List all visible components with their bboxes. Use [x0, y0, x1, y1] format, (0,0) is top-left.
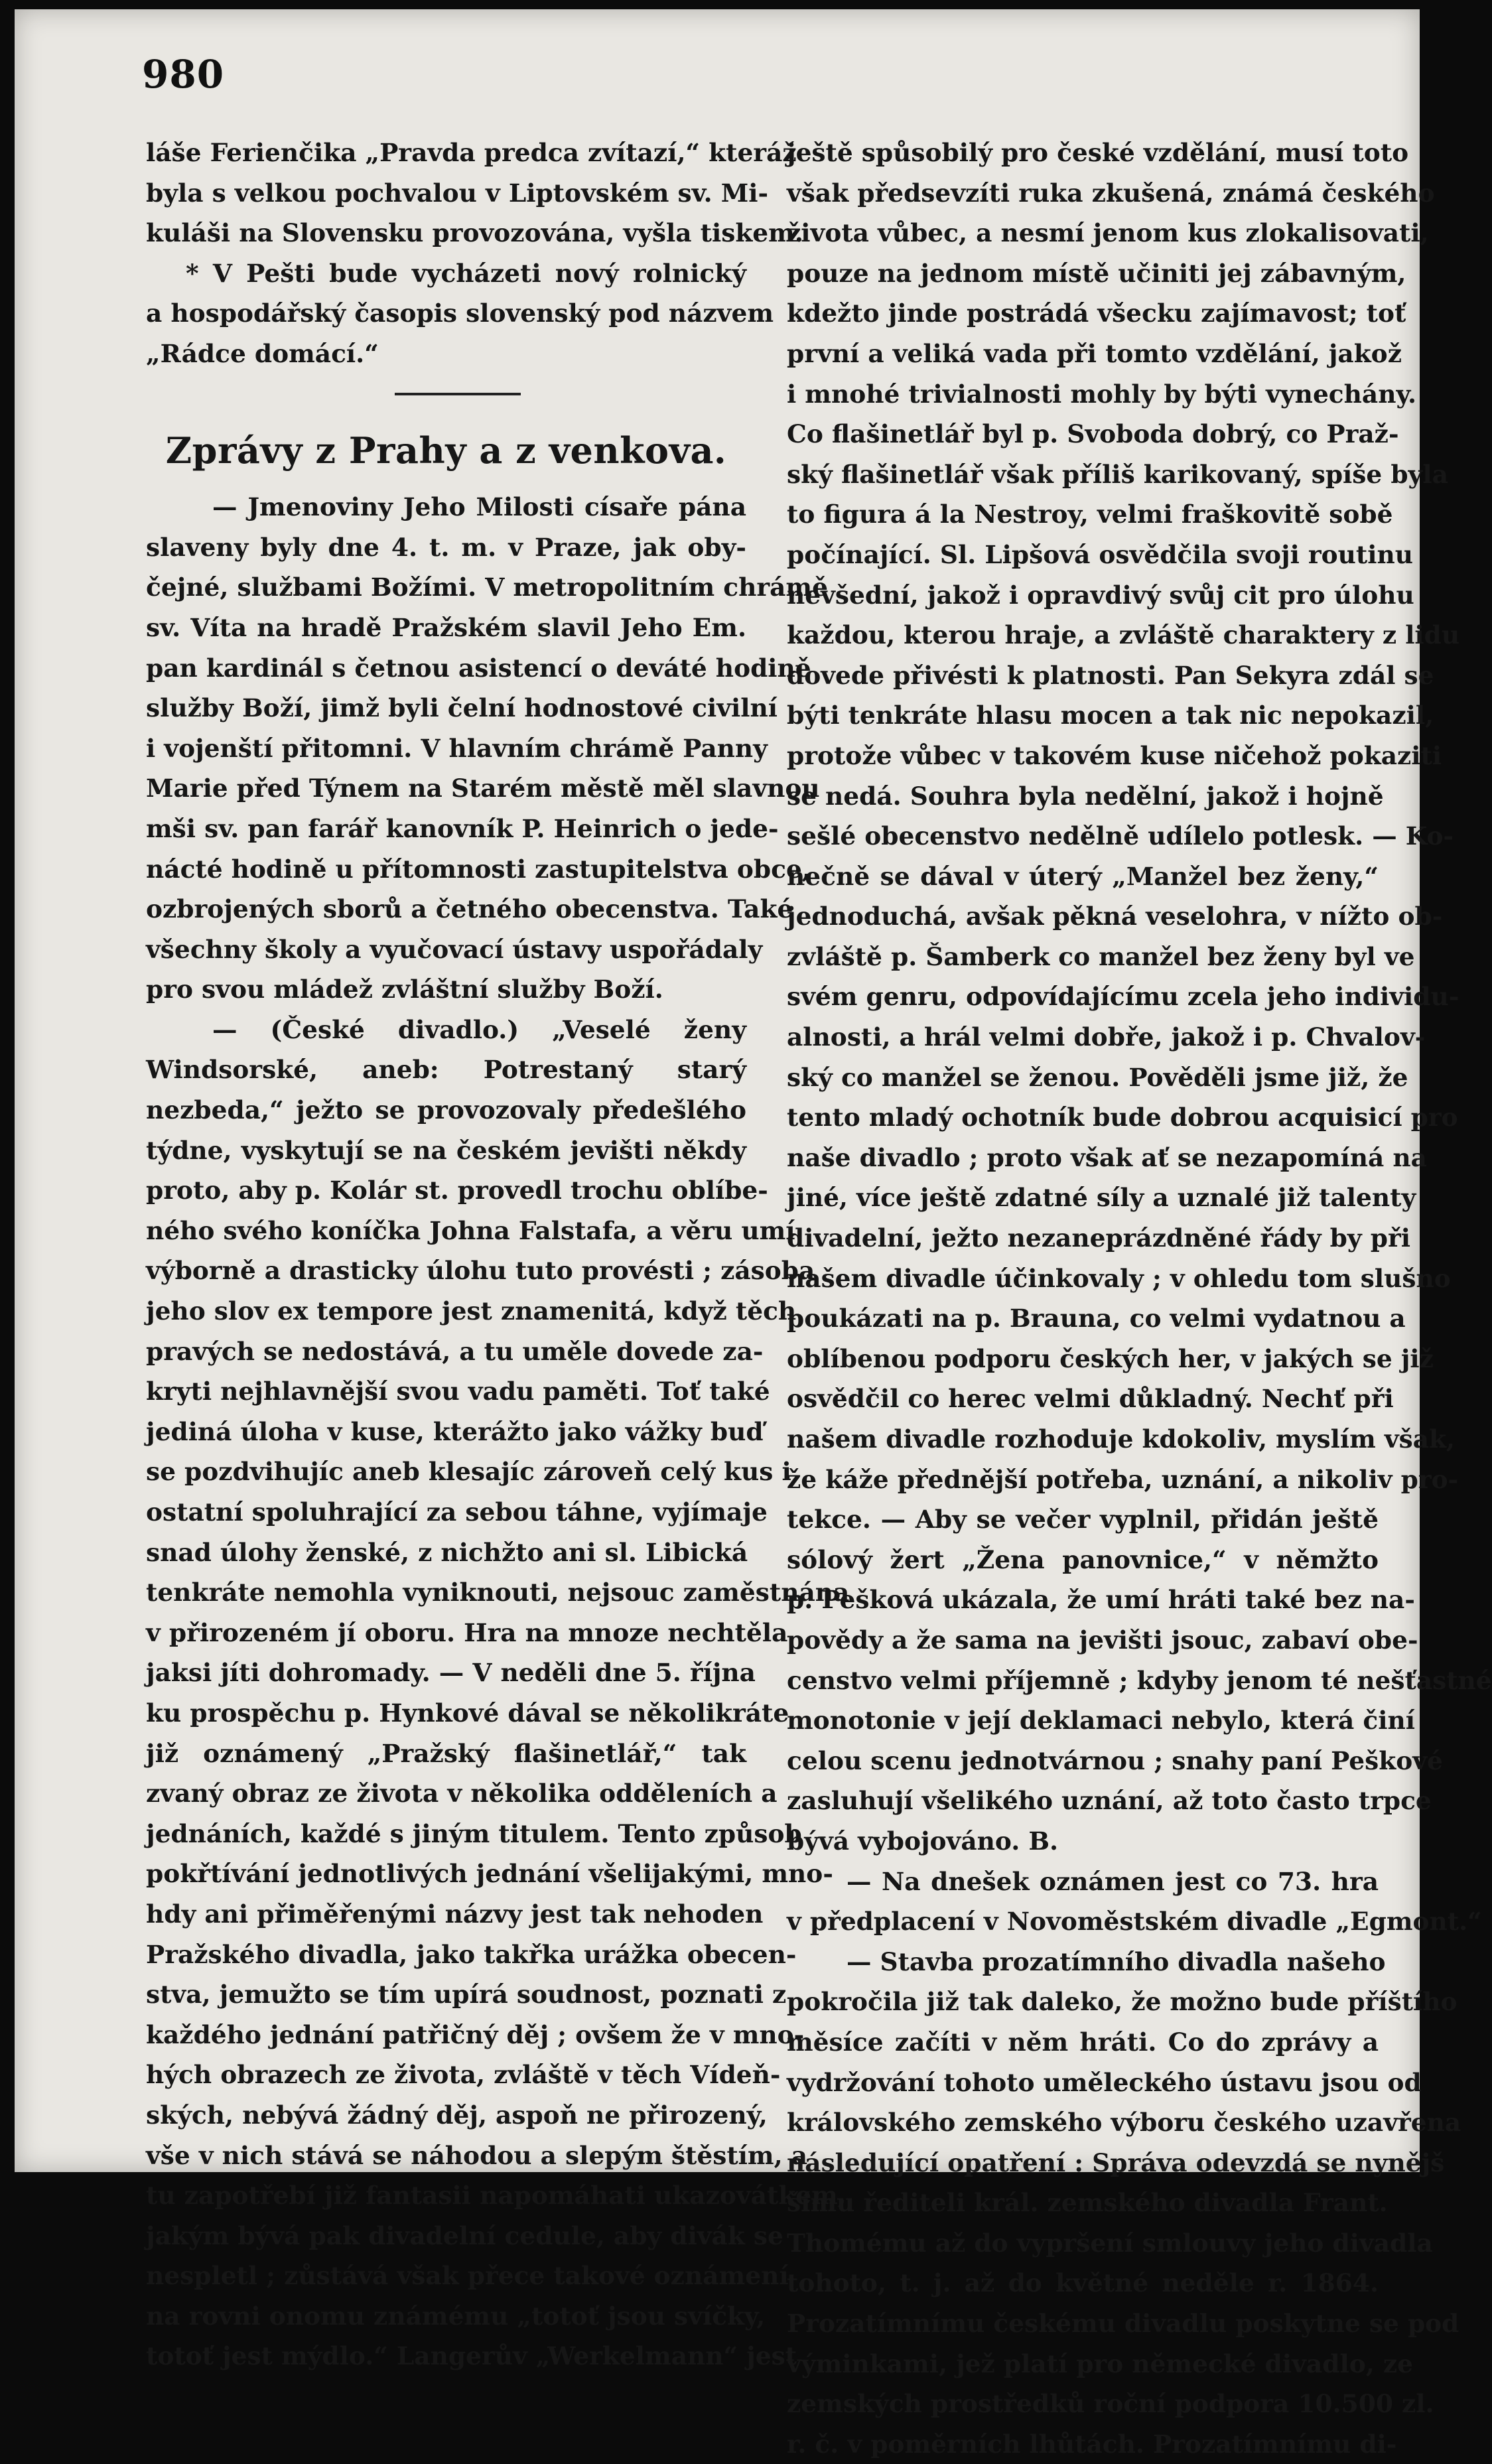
text-line: — Stavba prozatímního divadla našeho: [847, 1947, 1386, 1976]
text-line: ného svého koníčka Johna Falstafa, a věru umí: [146, 1215, 795, 1245]
text-line: bývá vybojováno. B.: [787, 1826, 1059, 1856]
text-line: všechny školy a vyučovací ústavy uspořádaly: [146, 934, 763, 964]
text-line: i mnohé trivialnosti mohly by býti vynechány.: [787, 379, 1416, 409]
text-line: zemských prostředků roční podpora 10.500 zl.: [787, 2389, 1434, 2419]
text-line: jednáních, každé s jiným titulem. Tento způsob: [146, 1818, 802, 1848]
text-line: pouze na jednom místě učiniti jej zábavným,: [787, 258, 1406, 288]
text-line: se nedá. Souhra byla nedělní, jakož i hojně: [787, 781, 1384, 811]
text-line: a hospodářský časopis slovenský pod názvem: [146, 299, 774, 328]
text-line: poukázati na p. Brauna, co velmi vydatnou a: [787, 1304, 1406, 1334]
text-line: nezbeda,“ ježto se provozovaly předešlého: [146, 1095, 746, 1125]
text-line: censtvo velmi příjemně ; kdyby jenom té nešťastné: [787, 1665, 1492, 1695]
left-column: [146, 133, 850, 2376]
text-line: zvaný obraz ze života v několika odděleních a: [146, 1779, 778, 1809]
text-line: služby Boží, jimž byli čelní hodnostové civilní: [146, 693, 778, 723]
text-line: byla s velkou pochvalou v Liptovském sv. Mi-: [146, 178, 769, 208]
section-heading: Zprávy z Prahy a z venkova.: [165, 429, 727, 472]
page-number: 980: [142, 52, 225, 97]
text-line: Prozatímnímu českému divadlu poskytne se pod: [787, 2309, 1459, 2339]
text-line: pokřtívání jednotlivých jednání všelijakými, mno-: [146, 1859, 833, 1889]
text-line: sešlé obecenstvo nedělně udílelo potlesk. — Ko-: [787, 821, 1454, 851]
text-line: ozbrojených sborů a četného obecenstva. Také: [146, 894, 793, 924]
text-line: — Na dnešek oznámen jest co 73. hra: [847, 1866, 1379, 1896]
text-line: našem divadle rozhoduje kdokoliv, myslím však,: [787, 1424, 1456, 1454]
right-column: [787, 133, 1492, 2464]
text-line: tu zapotřebí již fantasii napomáhati ukazovátkem,: [146, 2181, 847, 2211]
text-line: monotonie v její deklamaci nebylo, která činí: [787, 1706, 1415, 1736]
text-line: protože vůbec v takovém kuse ničehož pokaziti: [787, 740, 1442, 770]
left-block-2: [146, 487, 828, 1010]
text-line: tento mladý ochotník bude dobrou acquisicí pro: [787, 1103, 1458, 1132]
text-line: nečně se dával v úterý „Manžel bez ženy,“: [787, 861, 1379, 891]
text-line: výminkami, jež platí pro německé divadlo, ze: [787, 2349, 1413, 2378]
text-line: zasluhují všelikého uznání, až toto často trpce: [787, 1786, 1432, 1816]
text-line: — (České divadlo.) „Veselé ženy: [212, 1014, 746, 1044]
text-line: první a veliká vada při tomto vzdělání, jakož: [787, 338, 1402, 368]
text-line: počínající. Sl. Lipšová osvědčila svoji routinu: [787, 539, 1414, 569]
section-divider: [146, 374, 746, 415]
text-line: jediná úloha v kuse, kterážto jako vážky buď: [146, 1416, 764, 1446]
text-line: i vojenští přitomni. V hlavním chrámě Panny: [146, 733, 768, 763]
text-line: stva, jemužto se tím upírá soudnost, poznati z: [146, 1980, 787, 2010]
text-line: to figura á la Nestroy, velmi fraškovitě sobě: [787, 500, 1393, 529]
text-line: našem divadle účinkovaly ; v ohledu tom slušno: [787, 1263, 1451, 1293]
left-block-3: [146, 1010, 850, 2376]
text-line: sv. Víta na hradě Pražském slavil Jeho Em.: [146, 612, 746, 642]
text-line: sólový žert „Žena panovnice,“ v němžto: [787, 1544, 1379, 1574]
text-line: kuláši na Slovensku provozována, vyšla tiskem.: [146, 218, 803, 248]
text-line: jaksi jíti dohromady. — V neděli dne 5. října: [146, 1658, 756, 1688]
text-line: měsíce začíti v něm hráti. Co do zprávy a: [787, 2027, 1379, 2057]
text-line: nespletl ; zůstává však přece takové oznámení: [146, 2261, 789, 2291]
text-line: týdne, vyskytují se na českém jevišti někdy: [146, 1135, 746, 1165]
text-line: zvláště p. Šamberk co manžel bez ženy byl ve: [787, 941, 1415, 971]
text-line: jakým bývá pak divadelní cedule, aby divák se: [146, 2221, 783, 2250]
text-line: královského zemského výboru českého uzavřena: [787, 2108, 1461, 2138]
text-line: Pražského divadla, jako takřka urážka obecen-: [146, 1939, 797, 1969]
text-line: pokročila již tak daleko, že možno bude příštího: [787, 1987, 1458, 2017]
text-line: ský flašinetlář však příliš karikovaný, spíše byla: [787, 459, 1448, 489]
text-line: čejné, službami Božími. V metropolitním chrámě: [146, 573, 828, 602]
text-line: naše divadlo ; proto však ať se nezapomíná na: [787, 1142, 1427, 1172]
text-line: šímu řediteli král. zemského divadla Frant.: [787, 2188, 1388, 2218]
text-line: alnosti, a hrál velmi dobře, jakož i p. Chvalov-: [787, 1022, 1426, 1052]
text-line: výborně a drasticky úlohu tuto provésti ; zásoba: [146, 1256, 815, 1286]
text-line: v přirozeném jí oboru. Hra na mnoze nechtěla: [146, 1617, 788, 1647]
text-line: však předsevzíti ruka zkušená, známá českého: [787, 178, 1435, 208]
text-line: života vůbec, a nesmí jenom kus zlokalisovati,: [787, 218, 1429, 248]
text-line: Co flašinetlář byl p. Svoboda dobrý, co Praž-: [787, 419, 1399, 449]
text-line: „Rádce domácí.“: [146, 338, 379, 368]
text-line: na rovni onomu známému „totoť jsou svíčky,: [146, 2301, 766, 2331]
text-line: pravých se nedostává, a tu uměle dovede za-: [146, 1336, 764, 1366]
text-line: ku prospěchu p. Hynkové dával se několikráte: [146, 1698, 789, 1728]
text-line: pan kardinál s četnou asistencí o deváté hodině: [146, 653, 811, 683]
text-line: následující opatření : Správa odevzdá se nynějš: [787, 2148, 1445, 2177]
text-line: nácté hodině u přítomnosti zastupitelstva obce,: [146, 854, 811, 884]
text-line: kdežto jinde postrádá všecku zajímavost; toť: [787, 299, 1406, 328]
text-line: býti tenkráte hlasu mocen a tak nic nepokazil,: [787, 701, 1434, 730]
text-line: tohoto, t. j. až do květné neděle r. 1864.: [787, 2268, 1379, 2298]
text-line: osvědčil co herec velmi důkladný. Nechť při: [787, 1384, 1394, 1414]
text-line: proto, aby p. Kolár st. provedl trochu oblíbe-: [146, 1176, 768, 1205]
text-line: totoť jest mýdlo.“ Langerův „Werkelmann“ jest: [146, 2341, 797, 2371]
newspaper-page: [15, 9, 1492, 2459]
text-line: hých obrazech ze života, zvláště v těch Vídeň-: [146, 2060, 781, 2090]
text-line: nevšední, jakož i opravdivý svůj cit pro úlohu: [787, 580, 1414, 610]
text-line: mši sv. pan farář kanovník P. Heinrich o jede-: [146, 813, 779, 843]
text-line: hdy ani přiměřenými názvy jest tak nehoden: [146, 1899, 764, 1929]
text-line: tekce. — Aby se večer vyplnil, přidán ještě: [787, 1505, 1379, 1535]
text-line: r. č. v poměrních lhůtách. Prozatímnímu di-: [787, 2429, 1397, 2459]
text-line: svém genru, odpovídajícímu zcela jeho individu-: [787, 982, 1459, 1012]
text-line: v předplacení v Novoměstském divadle „Egmont.“: [787, 1907, 1482, 1937]
text-line: pro svou mládež zvláštní služby Boží.: [146, 975, 663, 1004]
text-line: p. Pešková ukázala, že umí hráti také bez na-: [787, 1585, 1415, 1615]
text-line: každého jednání patřičný děj ; ovšem že v mno-: [146, 2019, 805, 2049]
text-line: ských, nebývá žádný děj, aspoň ne přirozený,: [146, 2100, 768, 2130]
right-block-3: [787, 1942, 1461, 2464]
text-line: vše v nich stává se náhodou a slepým štěstím, a: [146, 2140, 807, 2170]
text-line: oblíbenou podporu českých her, v jakých se již: [787, 1343, 1434, 1373]
text-line: celou scenu jednotvárnou ; snahy paní Peškové: [787, 1745, 1443, 1775]
text-line: se pozdvihujíc aneb klesajíc zároveň celý kus i: [146, 1457, 791, 1487]
text-line: slaveny byly dne 4. t. m. v Praze, jak oby-: [146, 532, 746, 562]
text-line: ještě spůsobilý pro české vzdělání, musí toto: [787, 138, 1409, 167]
text-line: snad úlohy ženské, z nichžto ani sl. Libická: [146, 1537, 748, 1567]
text-line: * V Pešti bude vycházeti nový rolnický: [186, 258, 746, 288]
text-line: dovede přivésti k platnosti. Pan Sekyra zdál se: [787, 660, 1434, 690]
text-line: kryti nejhlavnější svou vadu paměti. Toť také: [146, 1377, 770, 1406]
text-line: jednoduchá, avšak pěkná veselohra, v nížto ob-: [787, 902, 1443, 931]
text-line: že káže přednější potřeba, uznání, a nikoliv pro-: [787, 1464, 1459, 1494]
text-line: tenkráte nemohla vyniknouti, nejsouc zaměstnána: [146, 1578, 850, 1608]
text-line: — Jmenoviny Jeho Milosti císaře pána: [212, 492, 746, 522]
text-line: láše Ferienčika „Pravda predca zvítazí,“ kteráž: [146, 138, 797, 167]
text-line: ský co manžel se ženou. Pověděli jsme již, že: [787, 1062, 1408, 1092]
text-line: Marie před Týnem na Starém městě měl slavnou: [146, 774, 820, 803]
text-line: povědy a že sama na jevišti jsouc, zabaví obe-: [787, 1625, 1418, 1655]
text-line: již oznámený „Pražský flašinetlář,“ tak: [146, 1738, 746, 1768]
text-line: Thomému až do vypršení smlouvy jeho divadla: [787, 2228, 1433, 2258]
left-block-1: [146, 133, 803, 374]
right-block-1: [787, 133, 1492, 1862]
text-line: ostatní spoluhrající za sebou táhne, vyjímaje: [146, 1497, 768, 1527]
text-line: jiné, více ještě zdatné síly a uznalé již talenty: [787, 1183, 1416, 1213]
text-line: Windsorské, aneb: Potrestaný starý: [146, 1055, 746, 1085]
text-line: každou, kterou hraje, a zvláště charaktery z lidu: [787, 620, 1460, 650]
text-line: jeho slov ex tempore jest znamenitá, když těch: [146, 1296, 797, 1326]
text-line: divadelní, ježto nezaneprázdněné řády by při: [787, 1223, 1410, 1253]
text-line: vydržování tohoto uměleckého ústavu jsou od: [787, 2067, 1422, 2097]
right-block-2: [787, 1862, 1482, 1942]
